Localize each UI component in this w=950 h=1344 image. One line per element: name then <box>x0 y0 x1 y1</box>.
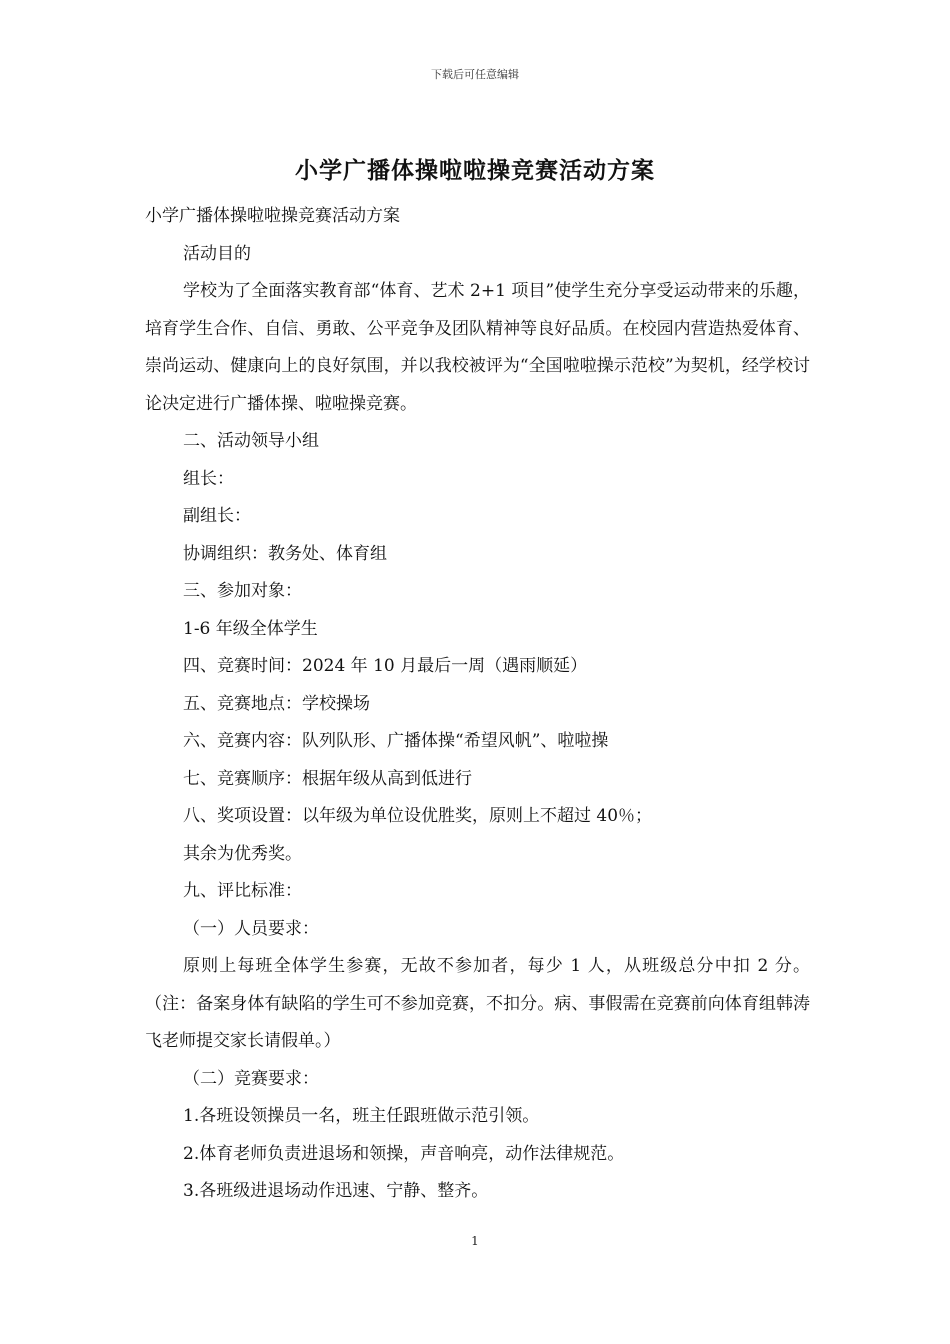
competition-order-line: 七、竞赛顺序：根据年级从高到低进行 <box>183 768 472 789</box>
document-title: 小学广播体操啦啦操竞赛活动方案 <box>295 157 655 184</box>
awards-remainder-line: 其余为优秀奖。 <box>183 843 302 864</box>
leader-line: 组长： <box>183 468 234 489</box>
participants-line: 1-6 年级全体学生 <box>183 618 318 639</box>
subtitle-paragraph: 小学广播体操啦啦操竞赛活动方案 <box>145 206 400 226</box>
page-header: 下载后可任意编辑 <box>431 68 519 81</box>
subheading-requirements: （二）竞赛要求： <box>183 1068 319 1089</box>
subheading-personnel: （一）人员要求： <box>183 918 319 939</box>
purpose-paragraph: 学校为了全面落实教育部“体育、艺术 2+1 项目”使学生充分享受运动带来的乐趣，培育学生合作、自信、勇敢、公平竞争及团队精神等良好品质。在校园内营造热爱体育、崇尚运动、健康向上的良好氛围，并以我校被评为“全国啦啦操示范校”为契机，经学校讨论决定进行广播体操、啦啦操竞赛。 <box>145 281 810 414</box>
personnel-paragraph: 原则上每班全体学生参赛，无故不参加者，每少 1 人，从班级总分中扣 2 分。（注：备案身体有缺陷的学生可不参加竞赛，不扣分。病、事假需在竞赛前向体育组韩涛飞老师提交家长请假单。） <box>145 956 810 1051</box>
competition-time-line: 四、竞赛时间：2024 年 10 月最后一周（遇雨顺延） <box>183 656 588 676</box>
requirement-item: 2.体育老师负责进退场和领操，声音响亮，动作法律规范。 <box>183 1143 625 1164</box>
page-number: 1 <box>471 1234 479 1248</box>
section-heading-participants: 三、参加对象： <box>183 581 302 601</box>
deputy-leader-line: 副组长： <box>183 506 251 526</box>
coordination-line: 协调组织：教务处、体育组 <box>183 543 387 564</box>
awards-line: 八、奖项设置：以年级为单位设优胜奖，原则上不超过 40％； <box>183 806 653 826</box>
requirement-item: 1.各班设领操员一名，班主任跟班做示范引领。 <box>183 1106 540 1126</box>
section-heading-purpose: 活动目的 <box>183 243 251 264</box>
document-body <box>145 198 810 1211</box>
section-heading-criteria: 九、评比标准： <box>183 881 302 901</box>
competition-venue-line: 五、竞赛地点：学校操场 <box>183 693 370 714</box>
section-heading-leadership: 二、活动领导小组 <box>183 431 319 451</box>
requirement-item: 3.各班级进退场动作迅速、宁静、整齐。 <box>183 1181 489 1201</box>
competition-content-line: 六、竞赛内容：队列队形、广播体操“希望风帆”、啦啦操 <box>183 731 609 751</box>
